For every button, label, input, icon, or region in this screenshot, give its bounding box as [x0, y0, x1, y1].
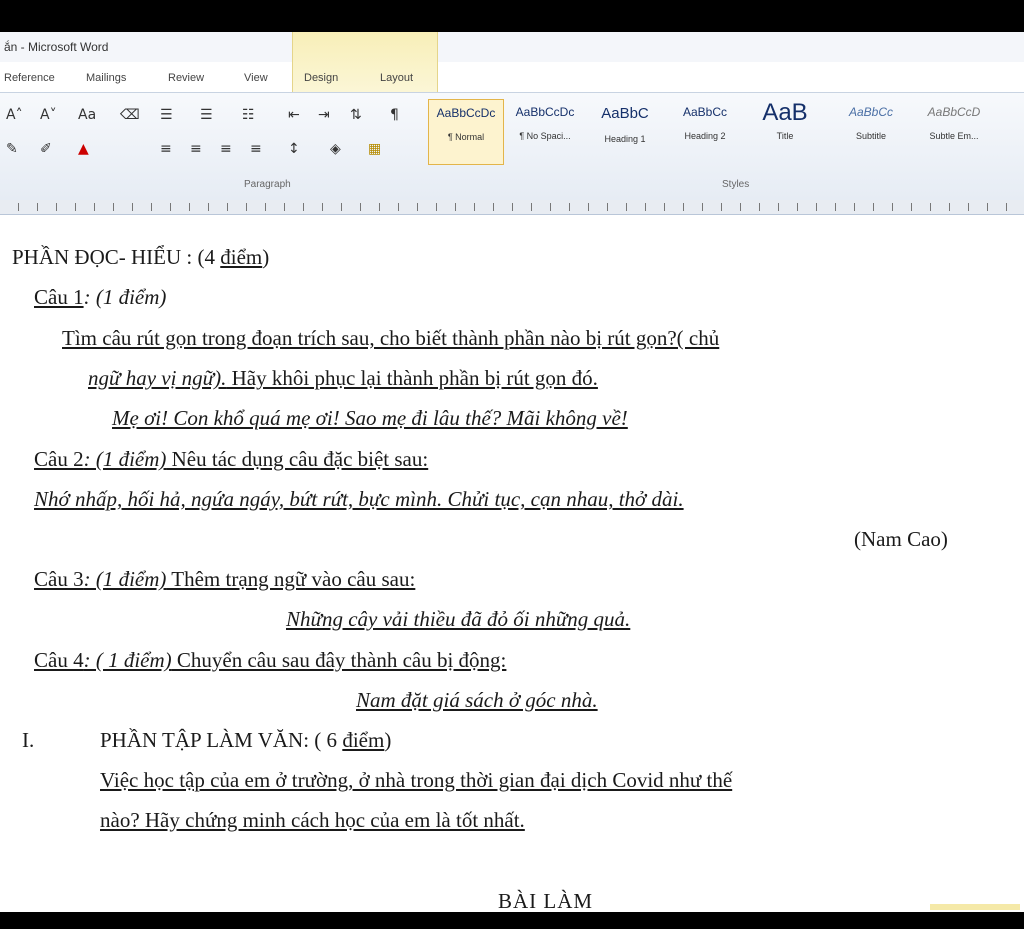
document-page[interactable]: [0, 215, 1024, 912]
decrease-indent-icon[interactable]: ⇤: [288, 107, 300, 123]
status-bar-corner: [930, 904, 1020, 910]
shading-icon[interactable]: ◈: [330, 141, 341, 157]
multilevel-list-icon[interactable]: ☷: [242, 107, 255, 123]
section-2-heading: PHẦN TẬP LÀM VĂN: ( 6 điểm): [100, 728, 392, 752]
section-2-prompt-line-1: Việc học tập của em ở trường, ở nhà trong thời gian đại dịch Covid như thế: [100, 768, 733, 792]
style-sample: AaBbCcDc: [436, 106, 496, 120]
style-no-spacing[interactable]: [508, 99, 582, 163]
question-1-line-1: Tìm câu rút gọn trong đoạn trích sau, cho biết thành phần nào bị rút gọn?( chủ: [62, 326, 720, 350]
line-spacing-icon[interactable]: ↕: [288, 141, 300, 157]
tab-mailings[interactable]: Mailings: [86, 72, 127, 84]
font-color-icon[interactable]: ▲: [78, 141, 89, 157]
align-center-icon[interactable]: ≡: [190, 141, 202, 157]
question-2-source: (Nam Cao): [854, 527, 948, 551]
paragraph-group-label: Paragraph: [244, 179, 291, 190]
question-2-header: Câu 2: (1 điểm) Nêu tác dụng câu đặc biệt sau:: [34, 447, 429, 471]
show-marks-icon[interactable]: ¶: [390, 107, 399, 123]
window-title: ắn - Microsoft Word: [4, 40, 109, 54]
style-title[interactable]: [748, 99, 822, 163]
shrink-font-icon[interactable]: A˅: [40, 107, 57, 123]
section-2-prompt-line-2: nào? Hãy chứng minh cách học của em là tốt nhất.: [100, 808, 525, 832]
section-1-heading: PHẦN ĐỌC- HIỂU : (4 điểm): [12, 245, 270, 269]
question-1-line-2: ngữ hay vị ngữ). Hãy khôi phục lại thành phần bị rút gọn đó.: [88, 366, 598, 390]
tab-layout[interactable]: Layout: [380, 72, 414, 84]
sort-icon[interactable]: ⇅: [350, 107, 362, 123]
align-right-icon[interactable]: ≡: [220, 141, 232, 157]
style-sample: AaBbCcD: [927, 105, 981, 119]
question-1-header: Câu 1: (1 điểm): [34, 285, 167, 309]
align-left-icon[interactable]: ≡: [160, 141, 172, 157]
question-2-quote: Nhớ nhấp, hối hả, ngứa ngáy, bứt rứt, bực mình. Chửi tục, cạn nhau, thở dài.: [34, 487, 684, 511]
text-effects-icon[interactable]: ✎: [6, 141, 18, 157]
style-heading-2[interactable]: [668, 99, 742, 163]
tab-design[interactable]: Design: [304, 72, 339, 84]
question-4-quote: Nam đặt giá sách ở góc nhà.: [356, 688, 598, 712]
clear-format-icon[interactable]: ⌫: [120, 107, 140, 123]
bullets-icon[interactable]: ☰: [160, 107, 173, 123]
style-name: Title: [776, 131, 794, 141]
tab-view[interactable]: View: [244, 72, 268, 84]
style-name: Subtle Em...: [929, 131, 979, 141]
change-case-icon[interactable]: Aa: [78, 107, 97, 123]
style-normal[interactable]: [428, 99, 504, 165]
style-sample: AaBbCcDc: [515, 105, 575, 119]
numbering-icon[interactable]: ☰: [200, 107, 213, 123]
style-name: ¶ No Spaci...: [519, 131, 571, 141]
ribbon: [0, 92, 1024, 202]
justify-icon[interactable]: ≡: [250, 141, 262, 157]
style-name: Heading 1: [604, 134, 646, 144]
increase-indent-icon[interactable]: ⇥: [318, 107, 330, 123]
answer-label: BÀI LÀM: [498, 889, 594, 912]
word-window: [0, 32, 1024, 912]
style-name: ¶ Normal: [447, 132, 485, 142]
style-sample: AaBbCc: [682, 105, 728, 119]
style-heading-1[interactable]: [588, 99, 662, 163]
question-3-header: Câu 3: (1 điểm) Thêm trạng ngữ vào câu sau:: [34, 567, 416, 591]
styles-group-label: Styles: [722, 179, 750, 190]
style-subtitle[interactable]: [834, 99, 908, 163]
style-name: Subtitle: [855, 131, 887, 141]
ribbon-tabs: [0, 70, 1024, 92]
title-bar: [0, 32, 1024, 62]
question-1-quote: Mẹ ơi! Con khổ quá mẹ ơi! Sao mẹ đi lâu thế? Mãi không về!: [112, 406, 628, 430]
question-3-quote: Những cây vải thiều đã đỏ ối những quả.: [286, 607, 631, 631]
style-name: Heading 2: [684, 131, 726, 141]
question-4-header: Câu 4: ( 1 điểm) Chuyển câu sau đây thành câu bị động:: [34, 648, 507, 672]
highlight-icon[interactable]: ✐: [40, 141, 52, 157]
ruler-ticks: [0, 203, 1024, 211]
tab-review[interactable]: Review: [168, 72, 205, 84]
style-sample: AaBbCc: [848, 105, 894, 119]
horizontal-ruler[interactable]: [0, 200, 1024, 215]
tab-references[interactable]: Reference: [4, 72, 55, 84]
style-sample: AaB: [762, 99, 808, 126]
style-subtle-emphasis[interactable]: [914, 99, 994, 163]
section-2-number: I.: [22, 728, 35, 752]
borders-icon[interactable]: ▦: [368, 141, 382, 157]
grow-font-icon[interactable]: A˄: [6, 107, 23, 123]
style-sample: AaBbC: [601, 105, 649, 122]
